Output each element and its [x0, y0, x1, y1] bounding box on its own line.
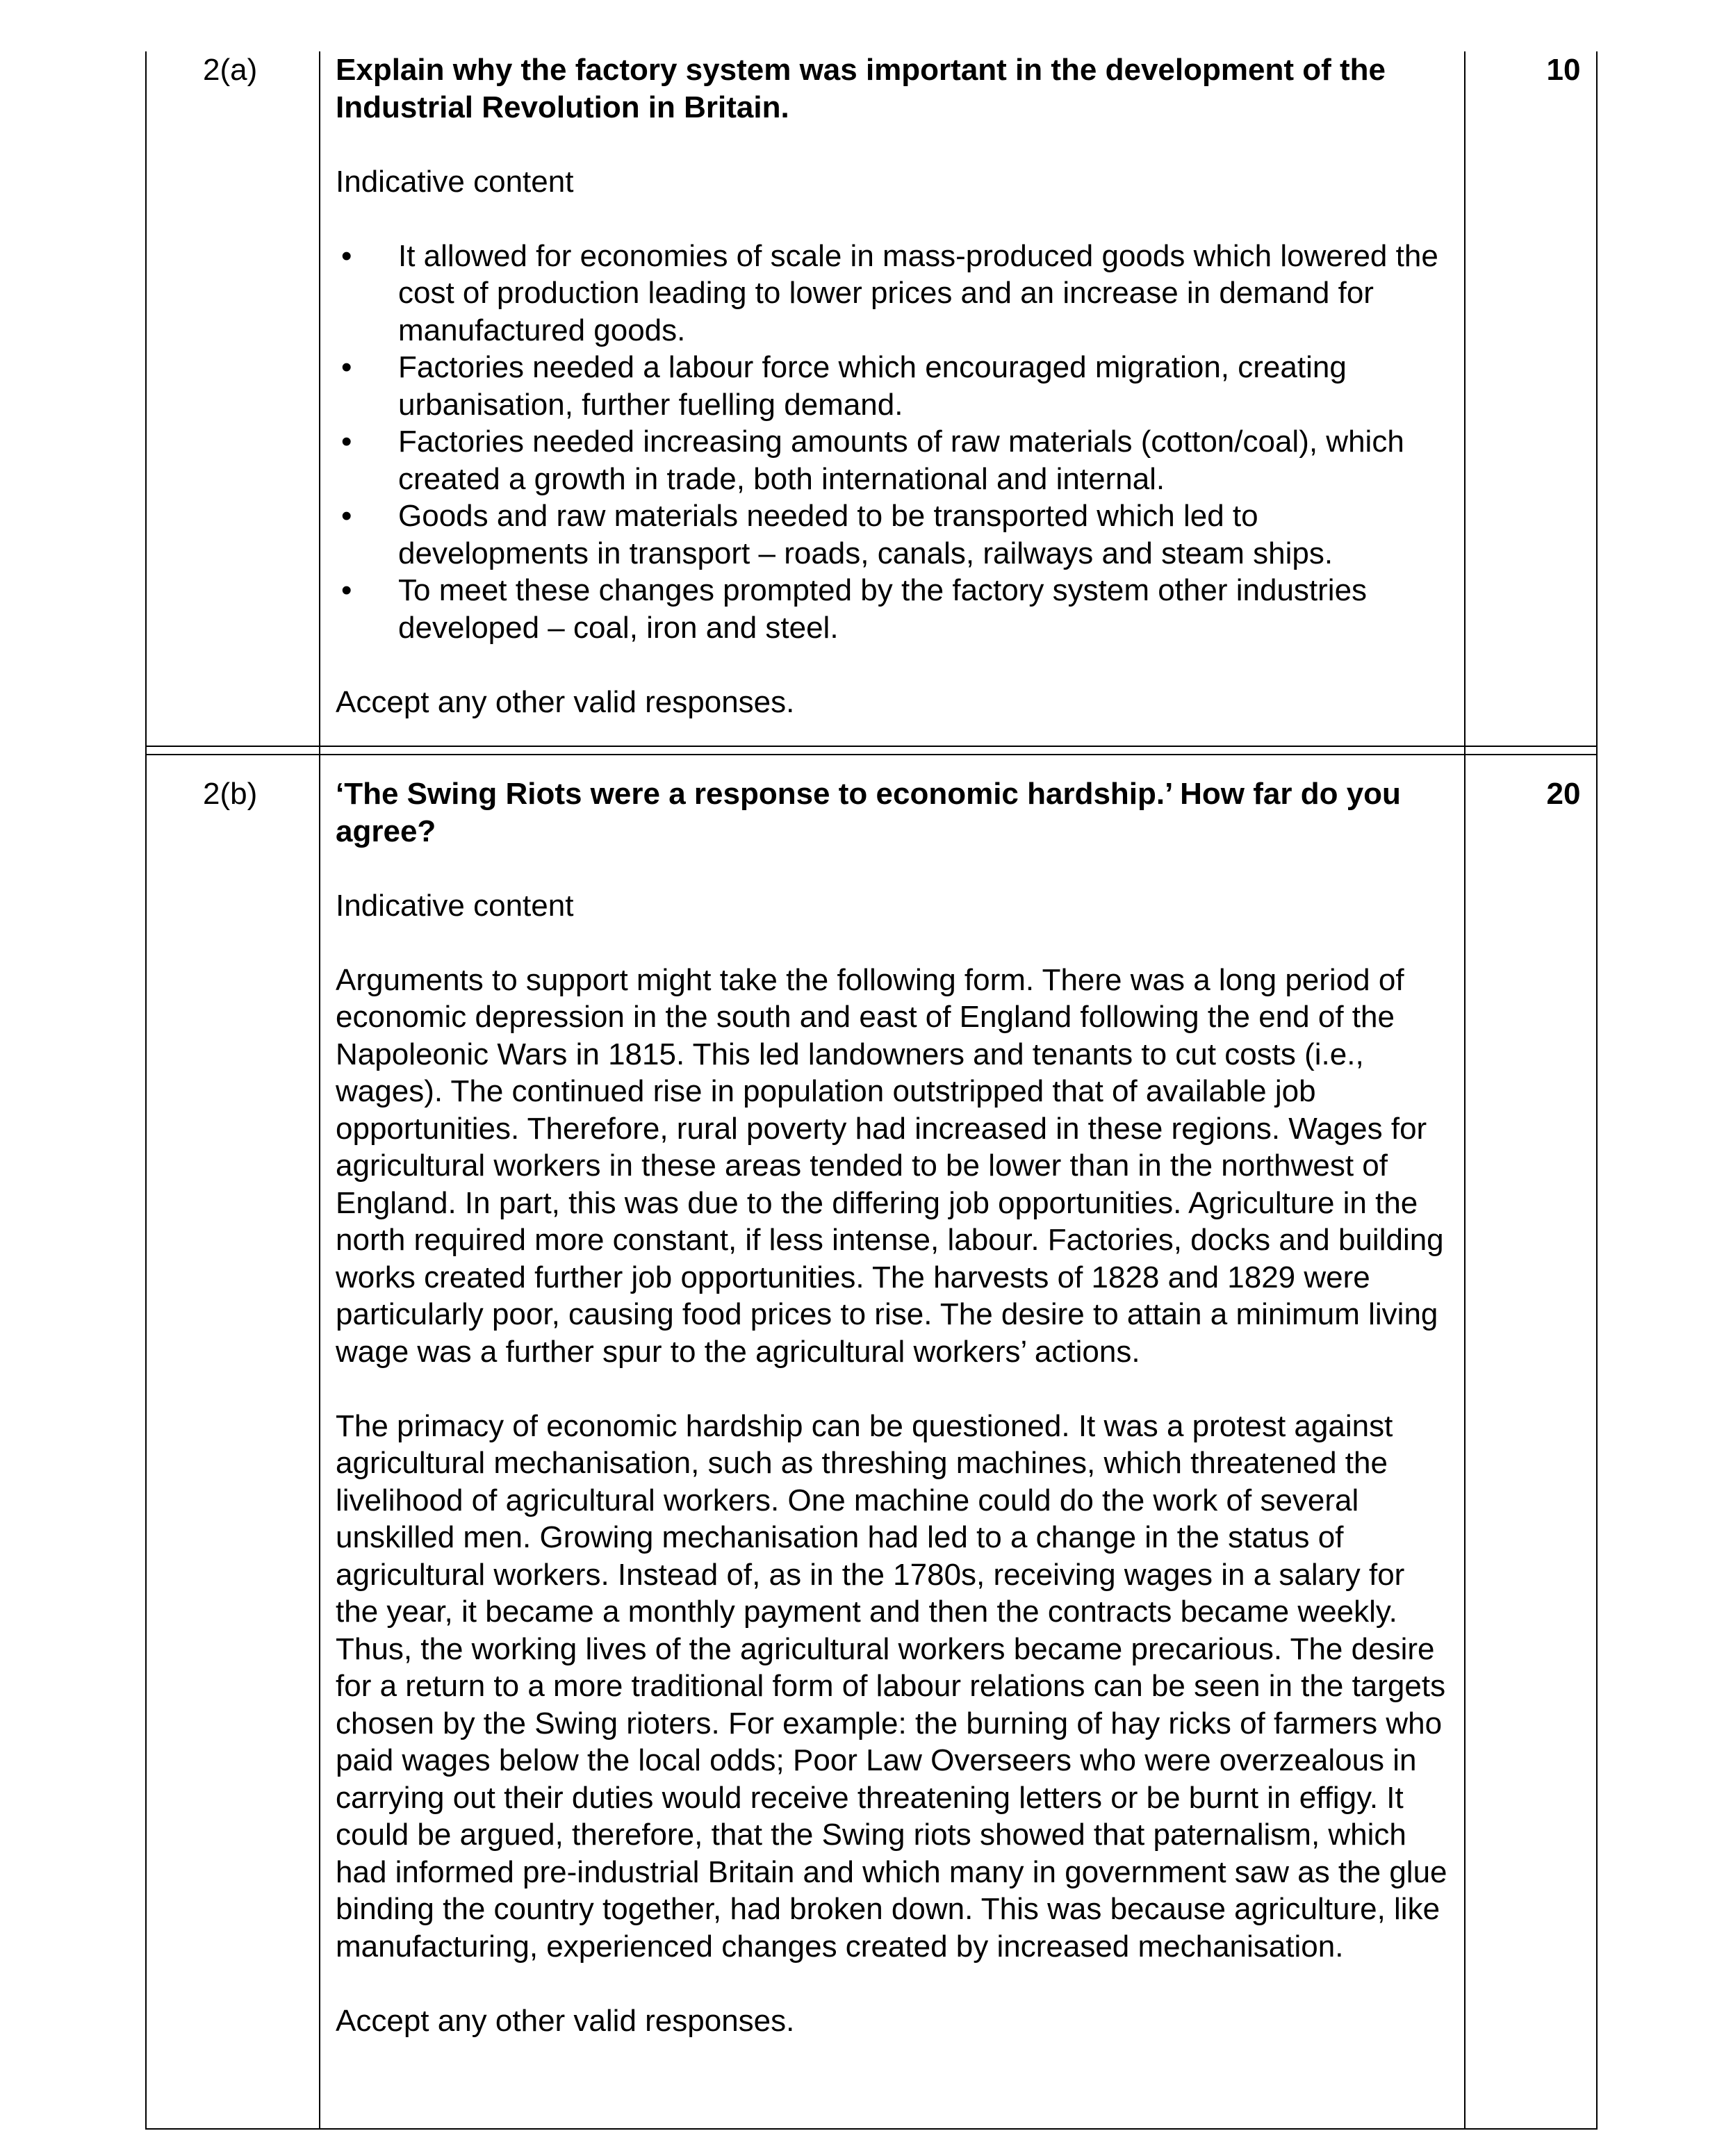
question-content — [336, 775, 1454, 2039]
row-separator-bottom — [145, 754, 1598, 755]
question-marks: 20 — [1546, 777, 1581, 811]
bullet-icon: • — [341, 238, 352, 273]
table-border-bottom — [145, 2128, 1598, 2130]
indicative-points-list — [336, 238, 1454, 647]
bullet-icon: • — [341, 573, 352, 607]
indicative-point: • Factories needed increasing amounts of raw materials (cotton/coal), which created a growth in trade, both international and internal. — [341, 425, 1404, 496]
bullet-icon: • — [341, 499, 352, 533]
indicative-content-heading: Indicative content — [336, 888, 574, 923]
indicative-content-heading: Indicative content — [336, 164, 574, 199]
question-text: ‘The Swing Riots were a response to economic hardship.’ How far do you agree? — [336, 777, 1401, 848]
bullet-icon: • — [341, 350, 352, 384]
indicative-point: • To meet these changes prompted by the factory system other industries developed – coal, iron and steel. — [341, 573, 1368, 645]
question-text: Explain why the factory system was important in the development of the Industrial Revolution in Britain. — [336, 53, 1386, 124]
closing-note: Accept any other valid responses. — [336, 2003, 795, 2038]
row-separator-top — [145, 746, 1598, 747]
question-content — [336, 51, 1454, 721]
question-marks: 10 — [1546, 53, 1581, 87]
question-number: 2(a) — [203, 53, 258, 87]
indicative-point: • Factories needed a labour force which encouraged migration, creating urbanisation, further fuelling demand. — [341, 350, 1347, 422]
argument-paragraph: The primacy of economic hardship can be questioned. It was a protest against agricultural mechanisation, such as threshing machines, which threatened the livelihood of agricultural workers. One machine could do the work of several unskilled men. Growing mechanisation had led to a change in the status of agricultural workers. Instead of, as in the 1780s, receiving wages in a salary for the year, it became a monthly payment and then the contracts became weekly. Thus, the working lives of the agricultural workers became precarious. The desire for a return to a more traditional form of labour relations can be seen in the targets chosen by the Swing rioters. For example: the burning of hay ricks of farmers who paid wages below the local odds; Poor Law Overseers who were overzealous in carrying out their duties would receive threatening letters or be burnt in effigy. It could be argued, therefore, that the Swing riots showed that paternalism, which had informed pre-industrial Britain and which many in government saw as the glue binding the country together, had broken down. This was because agriculture, like manufacturing, experienced changes created by increased mechanisation. — [336, 1408, 1447, 1964]
column-divider-1 — [319, 51, 320, 2129]
table-border-left — [145, 51, 147, 2129]
argument-paragraph: Arguments to support might take the following form. There was a long period of economic depression in the south and east of England following the end of the Napoleonic Wars in 1815. This led landowners and tenants to cut costs (i.e., wages). The continued rise in population outstripped that of available job opportunities. Therefore, rural poverty had increased in these regions. Wages for agricultural workers in these areas tended to be lower than in the northwest of England. In part, this was due to the differing job opportunities. Agriculture in the north required more constant, if less intense, labour. Factories, docks and building works created further job opportunities. The harvests of 1828 and 1829 were particularly poor, causing food prices to rise. The desire to attain a minimum living wage was a further spur to the agricultural workers’ actions. — [336, 962, 1444, 1369]
indicative-point: • It allowed for economies of scale in mass-produced goods which lowered the cost of production leading to lower prices and an increase in demand for manufactured goods. — [341, 238, 1438, 347]
column-divider-2 — [1464, 51, 1466, 2129]
bullet-icon: • — [341, 425, 352, 459]
table-border-right — [1596, 51, 1598, 2129]
indicative-point: • Goods and raw materials needed to be transported which led to developments in transport – roads, canals, railways and steam ships. — [341, 499, 1333, 570]
question-number: 2(b) — [203, 777, 258, 811]
closing-note: Accept any other valid responses. — [336, 684, 795, 719]
